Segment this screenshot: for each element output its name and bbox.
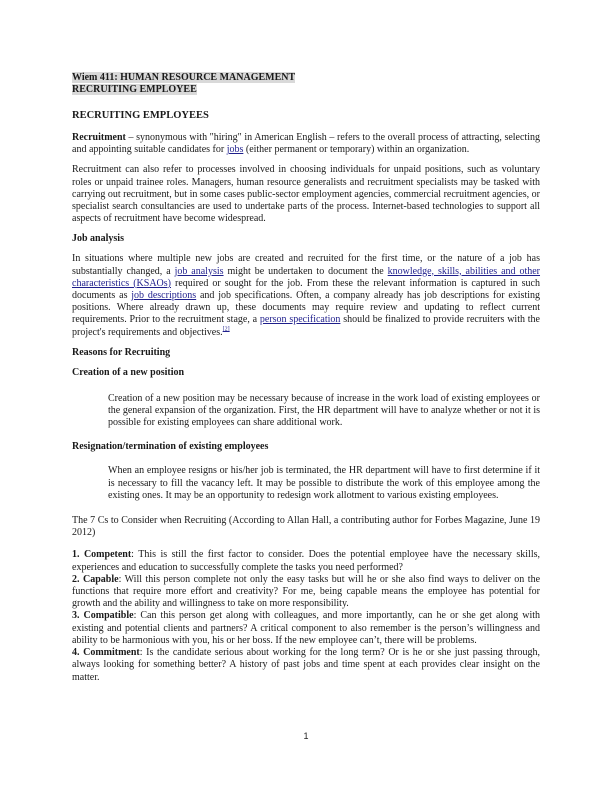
heading-new-position: Creation of a new position bbox=[72, 366, 185, 378]
list-item: 2. Capable: Will this person complete not only the easy tasks but will he or she also find ways to deliver on the functions that require more effort and creativity? For me, being capable means the employee has potential for growth and the ability and willingness to take on more responsibility. bbox=[72, 573, 541, 610]
paragraph-recruitment-scope: Recruitment can also refer to processes involved in choosing individuals for unpaid positions, such as voluntary roles or unpaid trainee roles. Managers, human resource generalists and recruitment specialists may be tasked with carrying out recruitment, but in some cases public-sector employment agencies, commercial recruitment agencies, or specialist search consultancies are used to undertake parts of the process. Internet-based technologies to support all aspects of recruitment have become widespread. bbox=[72, 164, 540, 225]
link-ksaos[interactable]: knowledge, skills, abilities and other characteristics (KSAOs) bbox=[72, 265, 541, 289]
list-item: 4. Commitment: Is the candidate serious about working for the long term? Or is he or she just passing through, always looking for something better? A history of past jobs and time spent at each provides clear insight on the matter. bbox=[72, 647, 540, 683]
link-job-analysis[interactable]: job analysis bbox=[174, 265, 224, 277]
term-recruitment: Recruitment bbox=[72, 132, 126, 143]
topic-title: RECRUITING EMPLOYEE bbox=[72, 84, 197, 95]
seven-cs-list bbox=[72, 549, 540, 683]
document-page bbox=[72, 72, 540, 684]
document-header bbox=[72, 72, 540, 96]
paragraph-resignation: When an employee resigns or his/her job is terminated, the HR department will have to first determine if it is necessary to fill the vacancy left. It may be possible to distribute the work of this employee among the existing ones. It may be an opportunity to redesign work allotment to various existing employees. bbox=[108, 465, 540, 501]
link-job-descriptions[interactable]: job descriptions bbox=[131, 290, 197, 302]
intro-paragraph: Recruitment – synonymous with "hiring" in American English – refers to the overall process of attracting, selecting and appointing suitable candidates for jobs (either permanent or temporary) within an organization. bbox=[72, 132, 540, 156]
paragraph-new-position: Creation of a new position may be necessary because of increase in the work load of existing employees or the general expansion of the organization. First, the HR department will have to analyze whether or not it is possible for existing employees can share additional work. bbox=[108, 392, 540, 429]
link-jobs[interactable]: jobs bbox=[226, 144, 244, 156]
footnote-reference[interactable]: [2] bbox=[222, 326, 230, 333]
paragraph-job-analysis: In situations where multiple new jobs are created and recruited for the first time, or the nature of a job has substantially changed, a job analysis might be undertaken to document the knowledge, skills, abilities and other characteristics (KSAOs) required or sought for the job. From these the relevant information is captured in such documents as job descriptions and job specifications. Often, a company already has job descriptions for existing positions. Where already drawn up, these documents may require review and updating to reflect current requirements. Prior to the recruitment stage, a person specification should be finalized to provide recruiters with the project's requirements and objectives.[2] bbox=[72, 253, 541, 338]
section-title: RECRUITING EMPLOYEES bbox=[72, 110, 209, 121]
course-title: Wiem 411: HUMAN RESOURCE MANAGEMENT bbox=[72, 72, 296, 83]
link-person-specification[interactable]: person specification bbox=[259, 314, 341, 326]
seven-cs-intro: The 7 Cs to Consider when Recruiting (According to Allan Hall, a contributing author for Forbes Magazine, June 19 2012) bbox=[72, 515, 540, 539]
list-item: 1. Competent: This is still the first factor to consider. Does the potential employee have the necessary skills, experiences and education to successfully complete the tasks you need performed? bbox=[72, 549, 540, 573]
list-item: 3. Compatible: Can this person get along with colleagues, and more importantly, can he or she get along with existing and potential clients and partners? A critical component to also remember is the person’s willingness and ability to be harmonious with you, his or her boss. If the new employee can’t, there will be problems. bbox=[72, 610, 541, 646]
heading-reasons: Reasons for Recruiting bbox=[72, 346, 171, 358]
page-number: 1 bbox=[303, 731, 309, 741]
heading-job-analysis: Job analysis bbox=[72, 233, 124, 245]
heading-resignation: Resignation/termination of existing employees bbox=[72, 441, 269, 453]
